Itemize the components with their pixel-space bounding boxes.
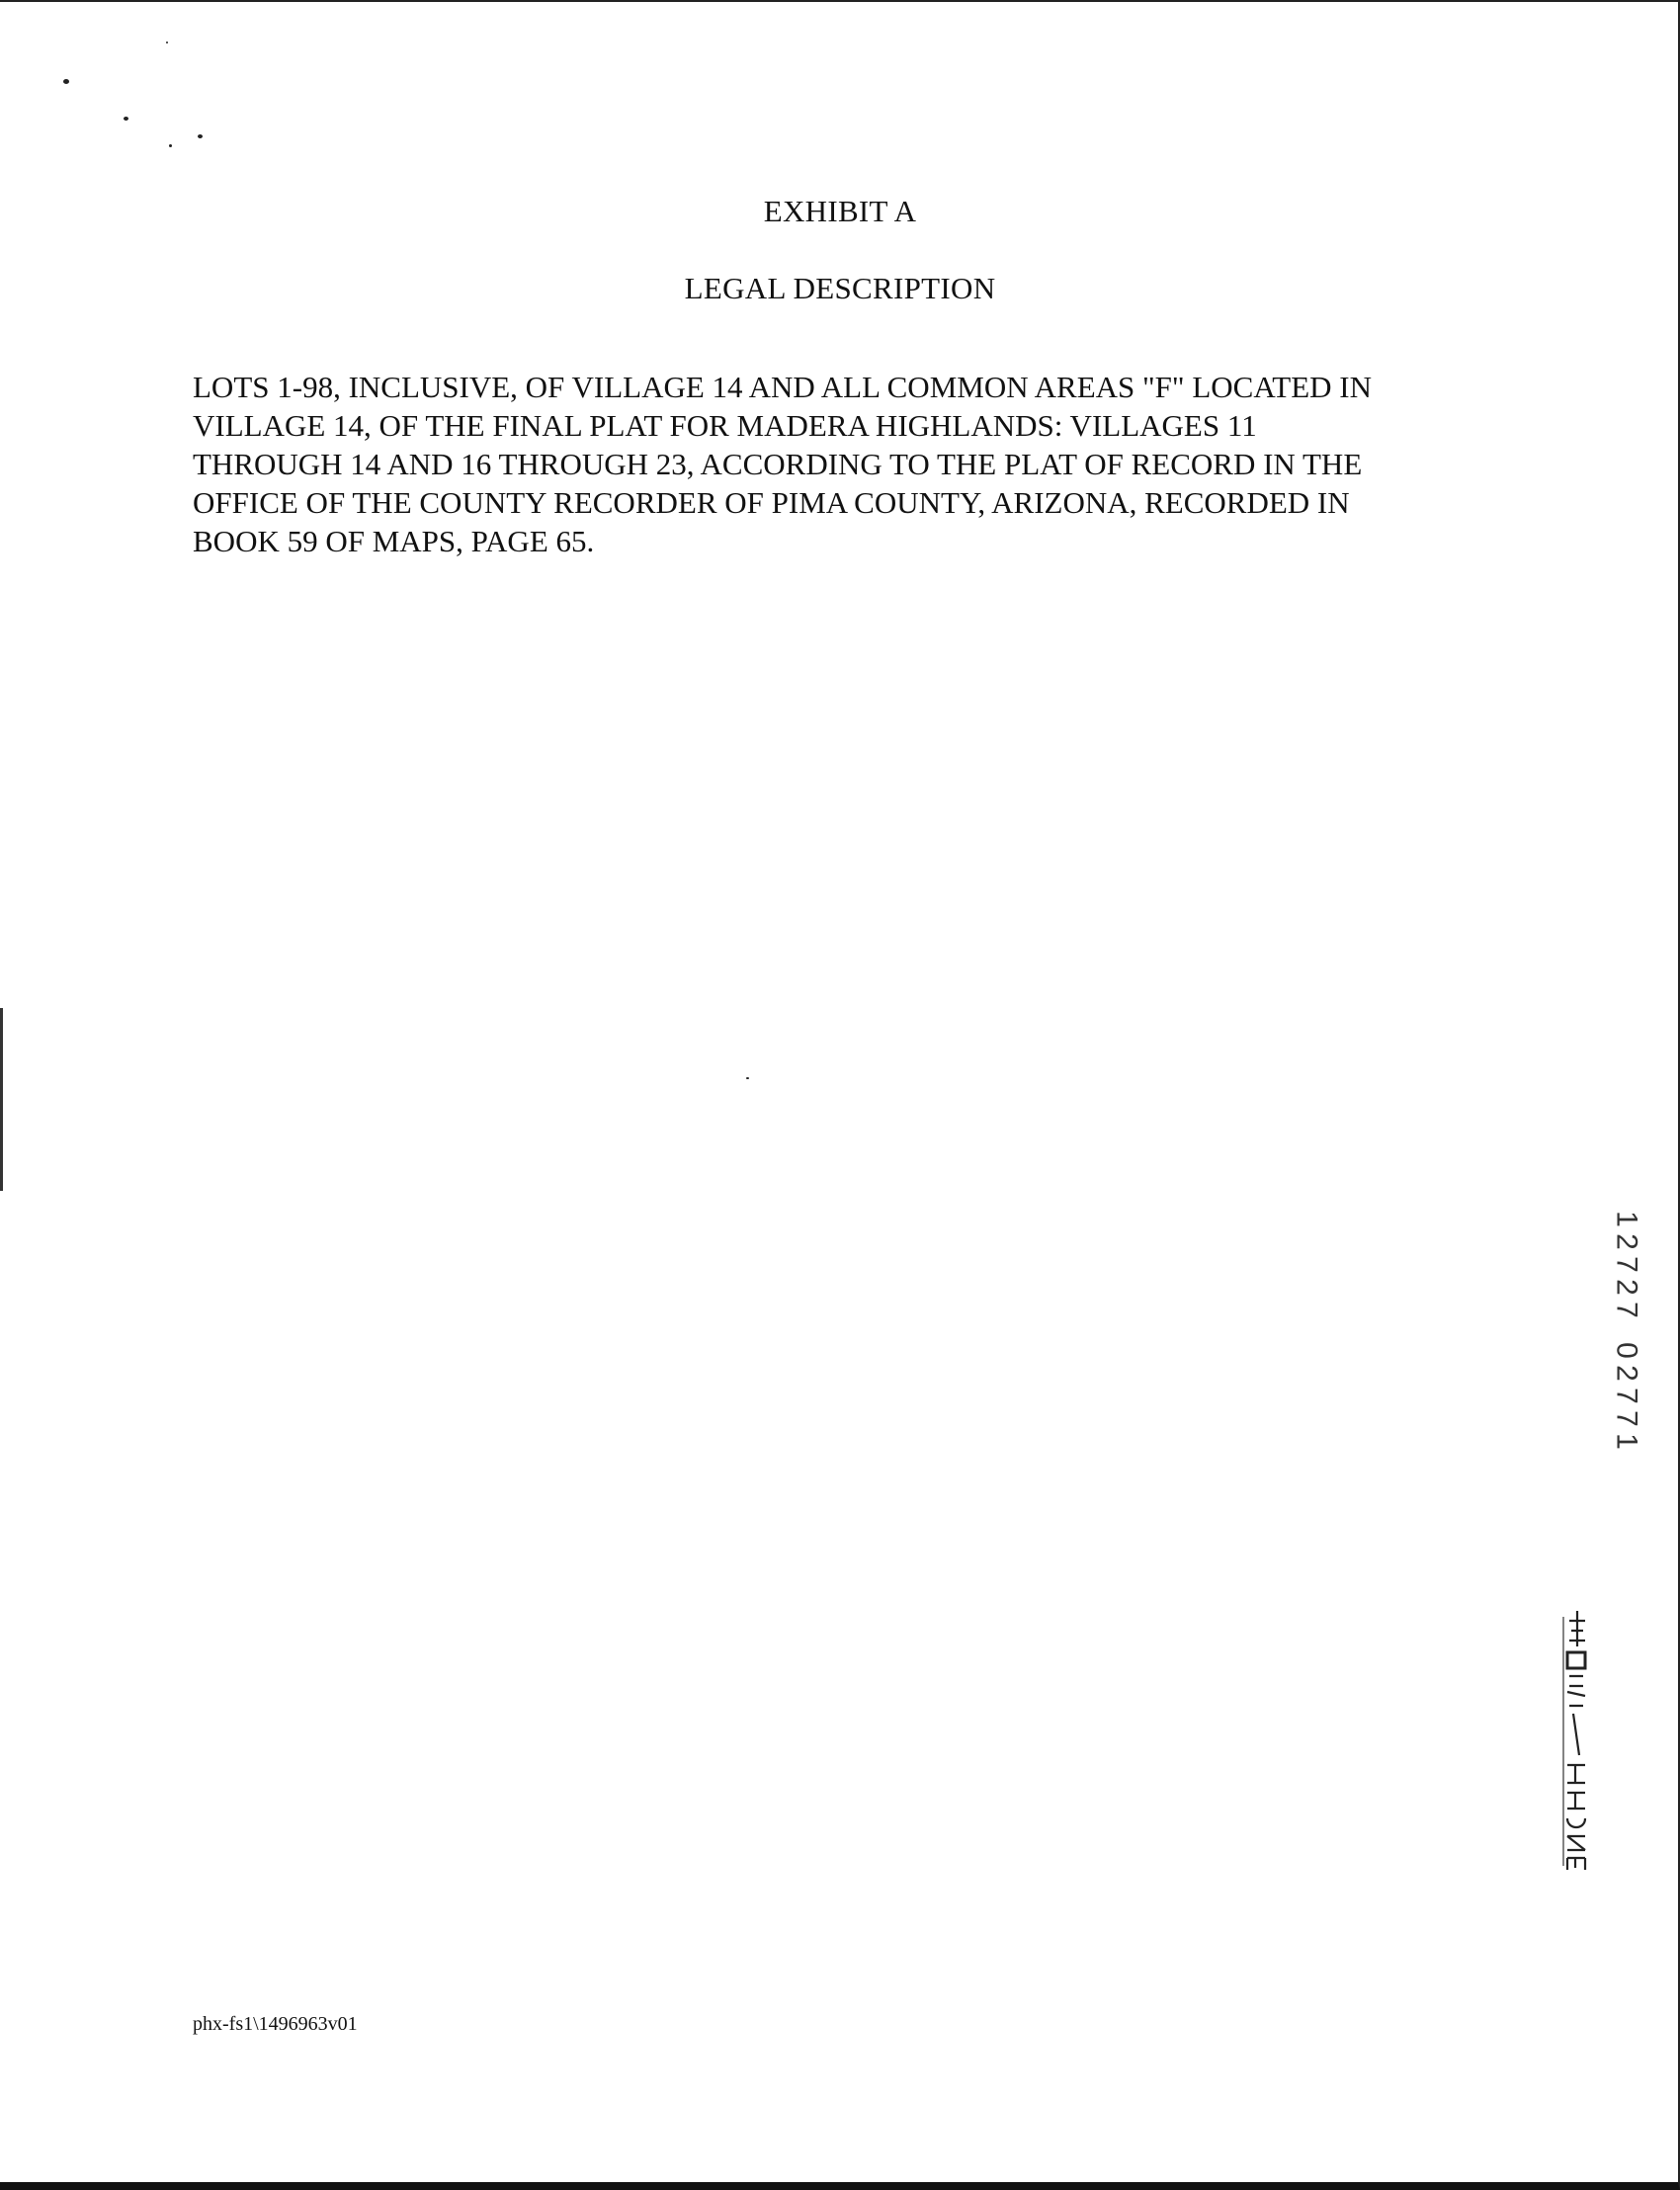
recording-digit: 2 (1610, 1233, 1643, 1250)
legal-description-line: BOOK 59 OF MAPS, PAGE 65. (193, 524, 595, 558)
document-id-footer: phx-fs1\1496963v01 (193, 2013, 358, 2035)
scan-speck (166, 42, 168, 43)
recording-digit: 2 (1610, 1279, 1643, 1296)
legal-description-line: LOTS 1-98, INCLUSIVE, OF VILLAGE 14 AND ALL COMMON AREAS "F" LOCATED IN (193, 370, 1372, 404)
exhibit-title: EXHIBIT A (763, 194, 917, 228)
recording-digit: 7 (1610, 1302, 1643, 1318)
recording-digit: 1 (1610, 1433, 1643, 1450)
legal-description-line: THROUGH 14 AND 16 THROUGH 23, ACCORDING TO THE PLAT OF RECORD IN THE (193, 447, 1363, 481)
recording-digit: 7 (1610, 1410, 1643, 1427)
recording-digit: 1 (1610, 1211, 1643, 1227)
scan-speck (63, 79, 69, 84)
scan-speck (746, 1077, 749, 1079)
legal-description-line: VILLAGE 14, OF THE FINAL PLAT FOR MADERA HIGHLANDS: VILLAGES 11 (193, 408, 1257, 443)
recording-digit: 0 (1610, 1342, 1643, 1359)
legal-description-paragraph (193, 368, 1517, 560)
recording-digit: 2 (1610, 1365, 1643, 1382)
recording-number-stamp (1607, 1208, 1646, 1453)
scan-speck (198, 134, 203, 138)
section-title: LEGAL DESCRIPTION (684, 271, 996, 305)
scan-speck (124, 117, 128, 121)
recording-digit: 7 (1610, 1256, 1643, 1273)
recording-digit: 7 (1610, 1388, 1643, 1404)
smudged-stamp-mark (1555, 1607, 1595, 1874)
legal-description-line: OFFICE OF THE COUNTY RECORDER OF PIMA COUNTY, ARIZONA, RECORDED IN (193, 485, 1350, 520)
scan-speck (169, 144, 172, 147)
scan-edge-mark (0, 1008, 3, 1191)
